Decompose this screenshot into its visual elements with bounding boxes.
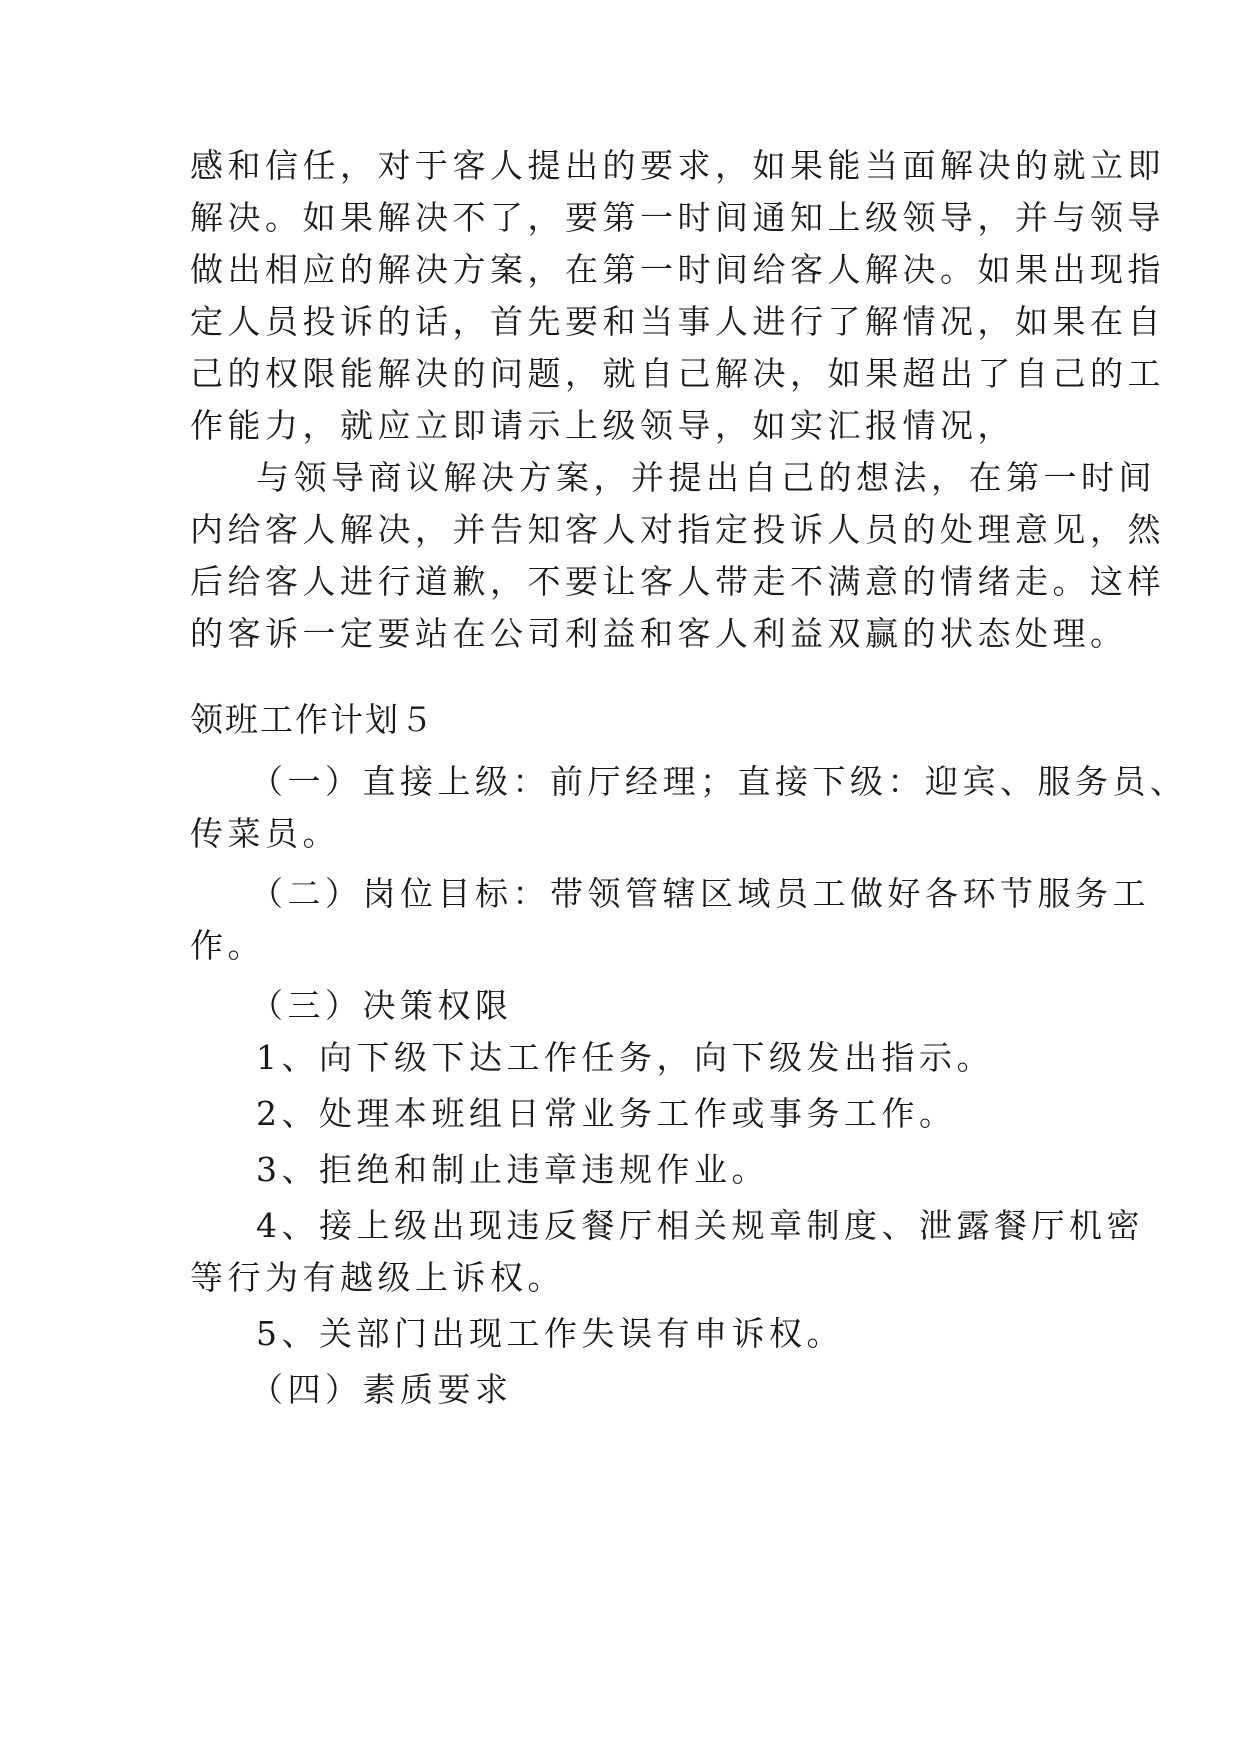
list-item: 3、拒绝和制止违章违规作业。 bbox=[256, 1150, 769, 1189]
paragraph-line: （四）素质要求 bbox=[250, 1370, 513, 1409]
list-item: 5、关部门出现工作失误有申诉权。 bbox=[256, 1314, 844, 1353]
paragraph-line: 传菜员。 bbox=[190, 814, 340, 853]
paragraph-line: 作。 bbox=[190, 926, 265, 965]
paragraph-line: 做出相应的解决方案，在第一时间给客人解决。如果出现指 bbox=[190, 250, 1165, 289]
paragraph-line: 己的权限能解决的问题，就自己解决，如果超出了自己的工 bbox=[190, 354, 1165, 393]
paragraph-line: （二）岗位目标：带领管辖区域员工做好各环节服务工 bbox=[250, 874, 1150, 913]
paragraph-line: 作能力，就应立即请示上级领导，如实汇报情况， bbox=[190, 406, 1015, 445]
paragraph-line: 内给客人解决，并告知客人对指定投诉人员的处理意见，然 bbox=[190, 510, 1165, 549]
paragraph-line: （三）决策权限 bbox=[250, 986, 513, 1025]
paragraph-line: 解决。如果解决不了，要第一时间通知上级领导，并与领导 bbox=[190, 198, 1165, 237]
paragraph-line: 感和信任，对于客人提出的要求，如果能当面解决的就立即 bbox=[190, 146, 1165, 185]
paragraph-line: 定人员投诉的话，首先要和当事人进行了解情况，如果在自 bbox=[190, 302, 1165, 341]
paragraph-line: 等行为有越级上诉权。 bbox=[190, 1258, 565, 1297]
paragraph-line: 与领导商议解决方案，并提出自己的想法，在第一时间 bbox=[256, 458, 1156, 497]
paragraph-line: （一）直接上级：前厅经理；直接下级：迎宾、服务员、 bbox=[250, 762, 1188, 801]
list-item: 2、处理本班组日常业务工作或事务工作。 bbox=[256, 1094, 957, 1133]
paragraph-line: 后给客人进行道歉，不要让客人带走不满意的情绪走。这样 bbox=[190, 562, 1165, 601]
paragraph-line: 的客诉一定要站在公司利益和客人利益双赢的状态处理。 bbox=[190, 614, 1128, 653]
section-heading: 领班工作计划５ bbox=[190, 700, 435, 739]
list-item: 4、接上级出现违反餐厅相关规章制度、泄露餐厅机密 bbox=[256, 1206, 1144, 1245]
list-item: 1、向下级下达工作任务，向下级发出指示。 bbox=[256, 1038, 994, 1077]
